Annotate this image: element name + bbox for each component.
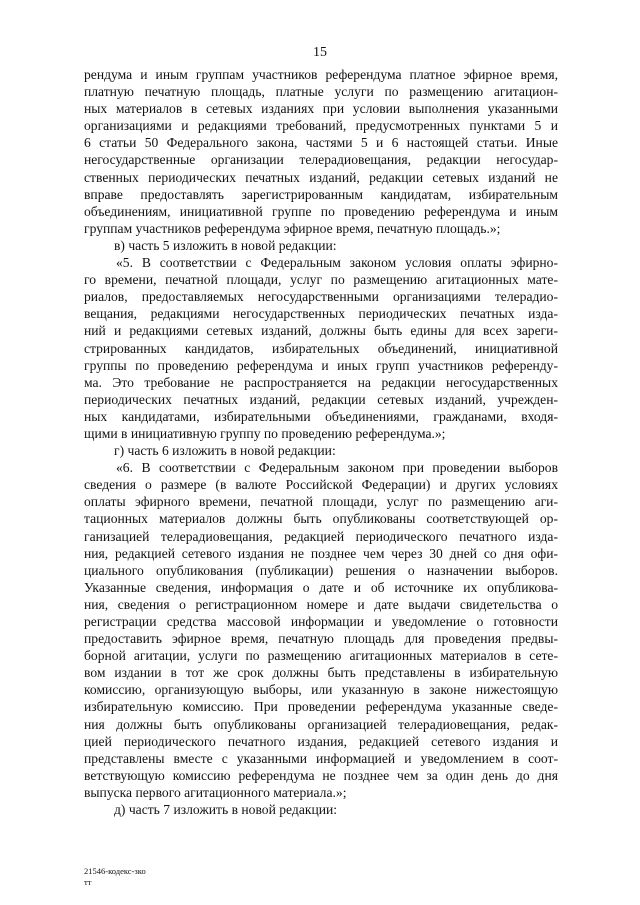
text-line: платную печатную площадь, платные услуги по размещению агитацион- — [84, 84, 558, 100]
text-line: комиссию, организующую выборы, или указанную в законе нижестоящую — [84, 682, 558, 698]
text-line: периодических печатных изданий, редакции сетевых изданий, учрежден- — [84, 391, 558, 407]
footer-initials: тт — [84, 877, 92, 887]
text-line: ний и редакциями сетевых изданий, должны быть едины для всех зареги- — [84, 323, 558, 339]
text-line: регистрации средства массовой информации и уведомление о готовности — [84, 614, 558, 629]
text-line: стрированных кандидатов, избирательных объединений, инициативной — [84, 340, 558, 356]
text-line: объединениям, инициативной группе по проведению референдума и иным — [84, 203, 558, 219]
text-line: д) часть 7 изложить в новой редакции: — [114, 802, 338, 818]
text-line: вещания, редакциями негосударственных периодических печатных изда- — [84, 306, 558, 322]
paragraph — [84, 254, 558, 442]
footer-document-code: 21546-кодекс-зко — [84, 866, 146, 876]
paragraph — [84, 66, 558, 237]
text-line: щими в инициативную группу по проведению референдума.»; — [84, 425, 446, 441]
text-line: г) часть 6 изложить в новой редакции: — [114, 443, 336, 459]
text-line: циального опубликования (публикации) решения о назначении выборов. — [84, 562, 558, 578]
text-line: негосударственные организации телерадиовещания, редакции негосудар- — [84, 152, 558, 168]
text-line: группам участников референдума эфирное время, печатную площадь.»; — [84, 220, 501, 236]
text-line: выпуска первого агитационного материала.»; — [84, 784, 347, 800]
text-line: риалов, предоставляемых негосударственными организациями телерадио- — [84, 289, 558, 305]
text-line: рендума и иным группам участников референдума платное эфирное время, — [84, 67, 558, 82]
text-line: Указанные сведения, информация о дате и об источнике их опубликова- — [84, 579, 558, 595]
text-line: ния, сведения о регистрационном номере и дате выдачи свидетельства о — [84, 596, 558, 612]
text-line: оплаты эфирного времени, печатной площади, услуг по размещению аги- — [84, 494, 558, 510]
text-line: организациями и редакциями требований, предусмотренных пунктами 5 и — [84, 118, 558, 134]
paragraph — [84, 237, 558, 254]
text-line: «5. В соответствии с Федеральным законом условия оплаты эфирно- — [116, 255, 558, 271]
text-line: борной агитации, услуги по размещению агитационных материалов в сете- — [84, 648, 558, 664]
page-number: 15 — [313, 45, 327, 60]
text-line: ных материалов в сетевых изданиях при условии выполнения указанными — [84, 101, 558, 117]
text-line: предоставить эфирное время, печатную площадь для проведения предвы- — [84, 631, 558, 647]
text-line: ственных периодических печатных изданий, редакции сетевых изданий не — [84, 169, 558, 185]
text-line: ния должны быть опубликованы организацией телерадиовещания, редак- — [84, 716, 558, 732]
document-body — [84, 66, 558, 818]
document-footer — [84, 866, 146, 888]
text-line: представлены вместе с указанными информацией и уведомлением в соот- — [84, 750, 558, 766]
text-line: избирательную комиссию. При проведении референдума указанные сведе- — [84, 699, 558, 715]
text-line: ных кандидатами, избирательными объединениями, гражданами, входя- — [84, 408, 558, 424]
text-line: вправе предоставлять зарегистрированным кандидатам, избирательным — [84, 186, 558, 202]
paragraph — [84, 801, 558, 818]
paragraph — [84, 442, 558, 459]
text-line: «6. В соответствии с Федеральным законом при проведении выборов — [116, 460, 558, 476]
text-line: сведения о размере (в валюте Российской Федерации) и других условиях — [84, 477, 558, 493]
text-line: ганизацией телерадиовещания, редакцией периодического печатного изда- — [84, 528, 558, 544]
text-line: го времени, печатной площади, услуг по размещению агитационных мате- — [84, 272, 558, 288]
text-line: ма. Это требование не распространяется на редакции негосударственных — [84, 374, 558, 390]
text-line: тационных материалов должны быть опубликованы соответствующей ор- — [84, 511, 558, 527]
text-line: вом издании в тот же срок должны быть представлены в избирательную — [84, 665, 558, 681]
paragraph — [84, 459, 558, 801]
text-line: ветствующую комиссию референдума не позднее чем за один день до дня — [84, 767, 558, 783]
text-line: ния, редакцией сетевого издания не позднее чем через 30 дней со дня офи- — [84, 545, 558, 561]
text-line: цией периодического печатного издания, редакцией сетевого издания и — [84, 733, 558, 749]
text-line: группы по проведению референдума и иных групп участников референду- — [84, 357, 558, 373]
text-line: 6 статьи 50 Федерального закона, частями 5 и 6 настоящей статьи. Иные — [84, 135, 558, 151]
text-line: в) часть 5 изложить в новой редакции: — [114, 237, 337, 253]
